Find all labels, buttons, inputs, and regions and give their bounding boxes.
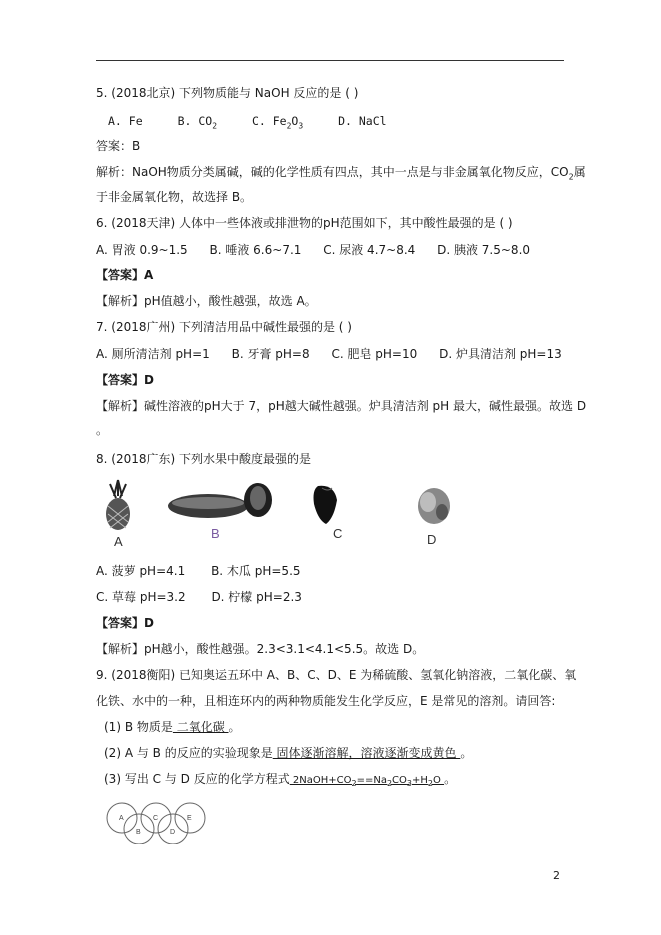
q6-explanation: 【解析】pH值越小，酸性越强，故选 A。 [96, 294, 317, 308]
q7-option-b: B. 牙膏 pH=8 [231, 347, 310, 361]
q9-subquestion-2: (2) A 与 B 的反应的实验现象是 固体逐渐溶解，溶液逐渐变成黄色 。 [104, 746, 473, 760]
q5-explanation-1: 解析：NaOH物质分类属碱，碱的化学性质有四点，其中一点是与非金属氧化物反应，$CO_2$属 [96, 165, 586, 182]
q7-options [96, 345, 566, 363]
page-number: 2 [553, 869, 560, 882]
q6-option-d: D. 胰液 7.5~8.0 [437, 243, 531, 257]
header-rule [96, 60, 564, 61]
q7-option-a: A. 厕所清洁剂 pH=1 [96, 347, 210, 361]
ring-label-c: C [153, 815, 159, 822]
q5-option-d: D. NaCl [338, 114, 387, 128]
q8-fruit-images [96, 478, 466, 548]
q7-option-c: C. 肥皂 pH=10 [331, 347, 418, 361]
q9-answer-3: $2NaOH+CO_2==Na_2CO_3+H_2O$ [289, 775, 445, 788]
q5-options [108, 112, 578, 135]
olympic-rings-diagram [100, 802, 220, 844]
q7-title: 7. (2018广州) 下列清洁用品中碱性最强的是 ( ) [96, 320, 352, 334]
q8-answer: 【答案】D [96, 616, 154, 630]
q6-option-b: B. 唾液 6.6~7.1 [209, 243, 302, 257]
strawberry-image [314, 486, 338, 524]
q9-subquestion-3: (3) 写出 C 与 D 反应的化学方程式 $2NaOH+CO_2==Na_2CO_3+H_2O$ 。 [104, 772, 457, 788]
q8-title: 8. (2018广东) 下列水果中酸度最强的是 [96, 452, 311, 466]
q8-explanation: 【解析】pH越小，酸性越强。2.3<3.1<4.1<5.5。故选 D。 [96, 642, 425, 656]
q7-explanation-1: 【解析】碱性溶液的pH大于 7，pH越大碱性越强。炉具清洁剂 pH 最大，碱性最强。故选 D [96, 399, 587, 413]
q9-answer-1: 二氧化碳 [172, 720, 229, 734]
ring-label-d: D [170, 829, 176, 836]
q6-option-c: C. 尿液 4.7~8.4 [323, 243, 416, 257]
image-label-a: A [114, 534, 123, 548]
q9-answer-2: 固体逐渐溶解，溶液逐渐变成黄色 [272, 746, 461, 760]
image-label-c: C [333, 526, 343, 541]
image-label-d: D [427, 532, 437, 547]
q5-title: 5. (2018北京) 下列物质能与 NaOH 反应的是 ( ) [96, 86, 359, 100]
q5-option-c: C. $Fe_2O_3$ [251, 114, 304, 131]
q6-option-a: A. 胃液 0.9~1.5 [96, 243, 188, 257]
q8-option-c: C. 草莓 pH=3.2 [96, 590, 186, 604]
ring-label-b: B [136, 829, 141, 836]
q6-answer: 【答案】A [96, 268, 154, 282]
q8-option-b: B. 木瓜 pH=5.5 [211, 564, 301, 578]
q7-explanation-2: 。 [96, 423, 109, 437]
q6-options [96, 241, 566, 259]
q5-explanation-2: 于非金属氧化物，故选择 B。 [96, 190, 253, 204]
q7-answer: 【答案】D [96, 373, 154, 387]
q8-options-row-2 [96, 588, 566, 606]
q9-title-1: 9. (2018衡阳) 已知奥运五环中 A、B、C、D、E 为稀硫酸、氢氧化钠溶液，二氧化碳、氧 [96, 668, 577, 682]
q6-title: 6. (2018天津) 人体中一些体液或排泄物的pH范围如下，其中酸性最强的是 ( ) [96, 216, 513, 230]
q5-answer: 答案：B [96, 139, 141, 153]
q8-option-a: A. 菠萝 pH=4.1 [96, 564, 186, 578]
papaya-image [168, 483, 272, 518]
q9-title-2: 化铁、水中的一种，且相连环内的两种物质能发生化学反应，E 是常见的溶剂。请回答: [96, 694, 556, 708]
q9-subquestion-1: (1) B 物质是 二氧化碳 。 [104, 720, 241, 734]
q7-option-d: D. 炉具清洁剂 pH=13 [439, 347, 562, 361]
q5-option-b: B. $CO_2$ [177, 114, 218, 131]
ring-label-e: E [187, 815, 192, 822]
q5-option-a: A. Fe [108, 114, 143, 128]
ring-label-a: A [119, 815, 124, 822]
image-label-b: B [211, 526, 220, 541]
q8-option-d: D. 柠檬 pH=2.3 [211, 590, 302, 604]
q8-options-row-1 [96, 562, 566, 580]
lemon-image [418, 488, 450, 524]
pineapple-image [106, 480, 130, 530]
